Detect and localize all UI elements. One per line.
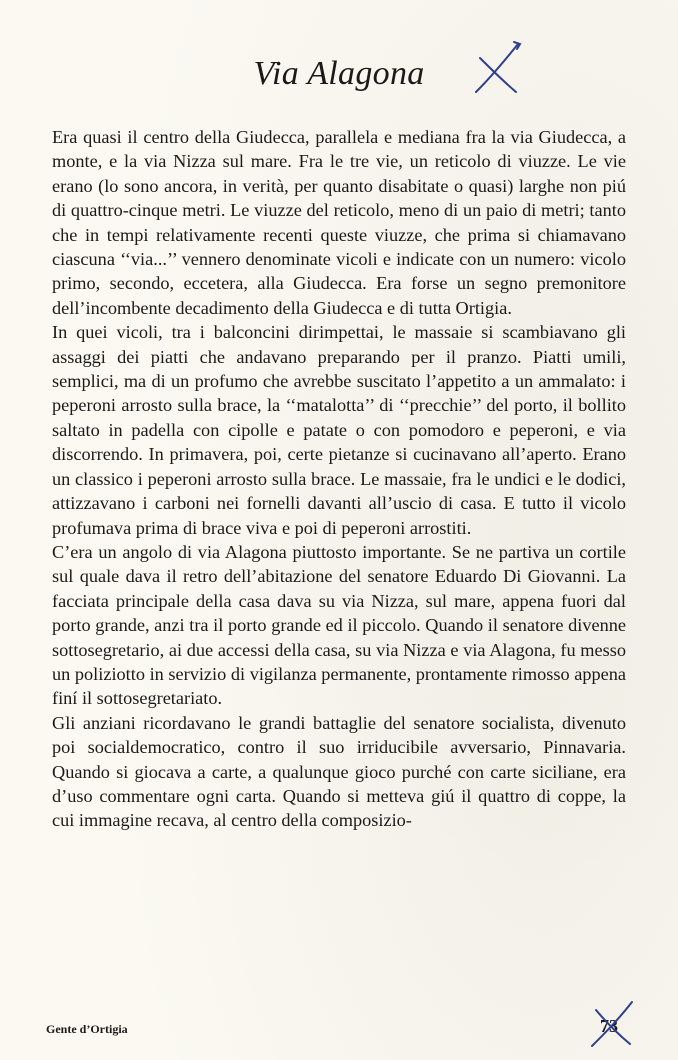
paragraph: C’era un angolo di via Alagona piuttosto importante. Se ne partiva un cortile sul quale dava il retro dell’abitazione del senatore Eduardo Di Giovanni. La facciata principale della casa dava su via Nizza, sul mare, appena fuori dal porto grande, anzi tra il porto grande ed il piccolo. Quando il senatore divenne sottosegretario, ai due accessi della casa, su via Nizza e via Alagona, fu messo un poliziotto in servizio di vigilanza permanente, prontamente rimosso appena finí il sottosegretariato.	[52, 541, 626, 709]
paragraph: Gli anziani ricordavano le grandi battaglie del senatore socialista, divenuto poi socialdemocratico, contro il suo irriducibile avversario, Pinnavaria. Quando si giocava a carte, a qualunque gioco purché con carte siciliane, era d’uso commentare ogni carta. Quando si metteva giú il quattro di coppe, la cui immagine recava, al centro della composizio-	[52, 712, 626, 831]
handwritten-x-mark-icon	[588, 1000, 636, 1050]
book-title-footer: Gente d’Ortigia	[46, 1022, 128, 1036]
paragraph: Era quasi il centro della Giudecca, parallela e mediana fra la via Giudecca, a monte, e la via Nizza sul mare. Fra le tre vie, un reticolo di viuzze. Le vie erano (lo sono ancora, in verità, per quanto disabitate o quasi) larghe non piú di quattro-cinque metri. Le viuzze del reticolo, meno di un paio di metri; tanto che in tempi relativamente recenti queste viuzze, che prima si chiamavano ciascuna ‘‘via...’’ vennero denominate vicoli e indicate con un numero: vicolo primo, secondo, eccetera, alla Giudecca. Era forse un segno premonitore dell’incombente decadimento della Giudecca e di tutta Ortigia.	[52, 127, 626, 318]
handwritten-x-mark-icon	[468, 40, 524, 96]
body-text	[52, 125, 626, 833]
chapter-title: Via Alagona	[253, 55, 425, 92]
page-number: 73	[600, 1016, 618, 1036]
paragraph: In quei vicoli, tra i balconcini dirimpettai, le massaie si scambiavano gli assaggi dei piatti che andavano preparando per il pranzo. Piatti umili, semplici, ma di un profumo che avrebbe suscitato l’appetito a un ammalato: i peperoni arrosto sulla brace, la ‘‘matalotta’’ di ‘‘precchie’’ del porto, il bollito saltato in padella con cipolle e patate o con pomodoro e peperoni, e via discorrendo. In primavera, poi, certe pietanze si cucinavano all’aperto. Erano un classico i peperoni arrosto sulla brace. Le massaie, fra le undici e le dodici, attizzavano i carboni nei fornelli davanti all’uscio di casa. E tutto il vicolo profumava prima di brace viva e poi di peperoni arrostiti.	[52, 322, 626, 538]
